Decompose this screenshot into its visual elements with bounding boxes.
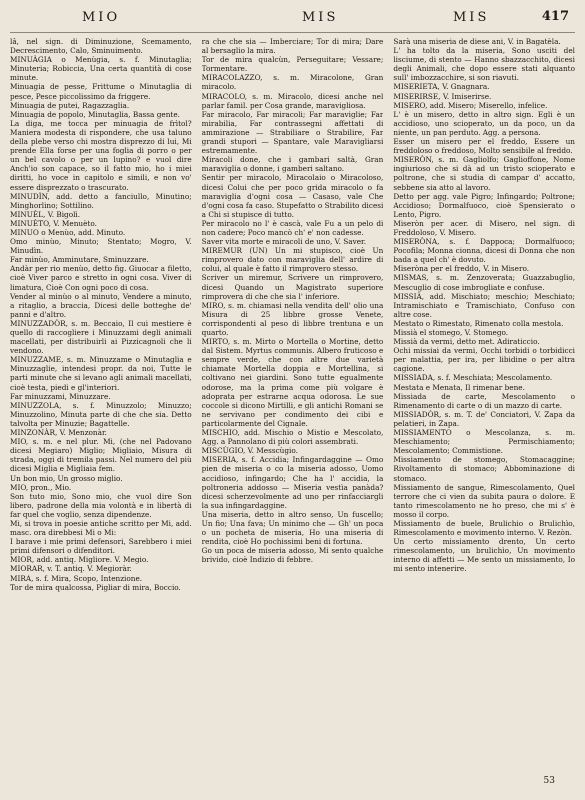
dictionary-entry: MIO, s. m. e nel plur. Mi, (che nel Padovano dicesi Megiaro) Miglio; Migliaio, Misura di strada, oggi di tremila passi. Nel numero del più dicesi Miglia e Migliaia fem. [10, 437, 192, 474]
dictionary-entry: MINUÈL, V. Bigolì. [10, 209, 81, 219]
dictionary-entry: Scriver un miremur, Scrivere un rimprovero, dicesi Quando un Magistrato superiore rimprovera di che che sia l' inferiore. [201, 273, 384, 301]
dictionary-entry: Tor de mira qualcùn, Perseguitare; Vessare; Tormentare. [201, 55, 384, 74]
dictionary-entry: MINUÀGIA o Menùgia, s. f. Minutaglia; Minuteria; Robiccia, Una certa quantità di cose minute. [10, 55, 192, 83]
dictionary-entry: Missiamento de buele, Brulichio o Brulichìo, Rimescolamento e movimento interno. V. Rezòn. [393, 518, 576, 538]
dictionary-entry: Omo minùo, Minuto; Stentato; Mogro, V. Minudìn. [10, 237, 192, 256]
dictionary-entry: Far minuzzami, Minuzzare. [10, 391, 111, 401]
dictionary-entry: Miracoli done, che i gambari saltà, Gran maraviglia o donne, i gamberi saltano. [201, 155, 384, 174]
dictionary-entry: MISSIAMENTO o Mescolanza, s. m. Meschiamento; Permischiamento; Mescolamento; Commistione. [393, 428, 576, 456]
dictionary-entry: Go un poca de miseria adosso, Mi sento qualche brivido, cioè Indizio di febbre. [201, 546, 384, 565]
dictionary-entry: MIRTO, s. m. Mirto o Mortella o Mortine, detto dal Sistem. Myrtus communis. Albero fruticoso e sempre verde, che con altre due varietà chiamate Mortella doppia e Mortellina, si coltivano nei giardini. Sono tutte egualmente odorose, ma la prima come più volgare è adoprata per estrarne acqua odorosa. Le sue coccole si dicono Mirtilli, e gli antichi Romani se ne servivano per condimento dei cibi e particolarmente del Cignale. [201, 337, 384, 428]
dictionary-entry: Minuagia de popolo, Minutaglia, Bassa gente. [10, 109, 180, 119]
dictionary-entry: L' è un misero, detto in altro sign. Egli è un accidioso, uno scioperato, un da poco, un da niente, un pan perduto. Agg. a persona. [393, 109, 576, 137]
dictionary-entry: Son tuto mio, Sono mio, che vuol dire Son libero, padrone della mia volontà e in libertà di far quel che voglio, senza dipendenze. [10, 491, 192, 519]
dictionary-entry: Mestato o Rimestato, Rimenato colla mestola. [393, 318, 564, 328]
dictionary-entry: MISSIÀ, add. Mischiato; meschio; Meschiato; Intramischiato e Tramischiato, Confuso con altre cose. [393, 291, 576, 319]
dictionary-entry: MINUZZAME, s. m. Minuzzame o Minutaglia e Minuzzaglie, intendesi propr. da noi, Tutte le parti minute che si levano agli animali macellati, cioè testa, piedi e gl'interiori. [10, 355, 192, 392]
dictionary-entry: L' ha tolto da la miseria, Sono usciti del lisciume, di stento — Hanno sbazzacchito, dicesi degli Animali, che dopo essere stati alquanto sull' imbozzacchire, si son riavuti. [393, 46, 576, 83]
dictionary-entry: Miseròna per el freddo, V. in Misero. [393, 264, 530, 274]
dictionary-entry: Missiada de carte, Mescolamento o Rimenamento di carte o di un mazzo di carte. [393, 391, 576, 410]
dictionary-entry: Un bon mio, Un grosso miglio. [10, 473, 123, 483]
dictionary-entry: MIO, pron., Mio. [10, 482, 72, 492]
dictionary-entry: MIREMUR (UN) Un mi stupisco, cioè Un rimprovero dato con maraviglia dell' ardire di colui, al quale è fatto il rimprovero stesso. [201, 246, 384, 274]
middle-headword: MIS [302, 10, 339, 25]
middle-column [202, 37, 384, 787]
dictionary-entry: Saver vita morte e miracoli de uno, V. Saver. [201, 237, 367, 247]
dictionary-entry: MISCÙGIO, V. Messcùgio. [201, 446, 298, 456]
left-headword: MIO [82, 10, 121, 25]
dictionary-entry: La diga, me tocca per minuagia de frìtol? Maniera modesta di rispondere, che usa taluno della plebe verso chi mostra disprezzo di lui, Mi prende Ella forse per una foglia di porro o per un bel cavolo o per un lupino? e vuol dire Anch'io son capace, so il fatto mio, ho i miei diritti, ho voce in capitolo e simili, e non vo' essere disprezzato o trascurato. [10, 118, 192, 192]
dictionary-entry: MINUZZADÒR, s. m. Beccaio, Il cui mestiere è quello di raccogliere i Minuzzami degli animali macellati, per distribuirli ai Pizzicagnoli che li vendono. [10, 318, 192, 356]
dictionary-entry: MIOR, add. antiq. Migliore. V. Megio. [10, 555, 149, 565]
dictionary-entry: Per miracolo no l' è cascà, vale Fu a un pelo di non cadere; Poco mancò ch' e' non cadesse. [201, 218, 384, 237]
dictionary-entry: MINUO o Menùo, add. Minuto. [10, 227, 126, 237]
dictionary-entry: MIRA, s. f. Mira, Scopo, Intenzione. [10, 573, 143, 583]
running-header [10, 8, 575, 33]
dictionary-entry: Un certo missiamento drento, Un certo rimescolamento, un brulichìo, Un movimento interno di affetti — Me sento un missiamento, Io mi sento intenerire. [393, 537, 576, 574]
dictionary-entry: Missiamento de sangue, Rimescolamento, Quel terrore che ci vien da subita paura o dolore. E tanto rimescolamento ne ho preso, che mi s' è mosso il corpo. [393, 482, 576, 519]
dictionary-entry: Minuagia de putei, Ragazzaglia. [10, 100, 130, 110]
dictionary-entry: MINUZZOLA, s. f. Minuzzolo; Minuzzo; Minuzzolino, Minuta parte di che che sia. Detto talvolta per Minuzie; Bagattelle. [10, 400, 192, 428]
dictionary-entry: MISERÒNA, s. f. Dappoca; Dormalfuoco; Pocofila; Monna cionna, dicesi di Donna che non bada a quel ch' è dovuto. [393, 237, 576, 265]
dictionary-entry: Sarà una miseria de diese ani, V. in Bagatèla. [393, 37, 561, 46]
dictionary-entry: Mi, si trova in poesie antiche scritto per Mi, add. masc. ora direbbesi Mi o Mi: [10, 518, 192, 538]
dictionary-entry: Detto per agg. vale Pigro; Infingardo; Poltrone; Accidioso; Dormalfuoco, cioè Spensierato o Lento, Pigro. [393, 191, 576, 219]
dictionary-entry: MIORAR, v. T. antiq. V. Megioràr. [10, 564, 132, 574]
dictionary-entry: MINZONÀR, V. Menzonàr. [10, 428, 107, 438]
dictionary-entry: MISMAS, s. m. Zenzoverata; Guazzabuglio, Mescuglio di cose imbrogliate e confuse. [393, 273, 576, 292]
right-column [393, 37, 575, 787]
dictionary-entry: Sentir per miracolo, Miracolaio o Miracoloso, dicesi Colui che per poco grida miracolo o fa maraviglia d'ogni cosa — Casaso, vale Che d'ogni cosa fa caso. Stupefatto o Strabilito dicesi a Chi si stupisce di tutto. [201, 173, 384, 219]
dictionary-entry: Vender al minùo o al minuto, Vendere a minuto, a ritaglio, a braccia, Dicesi delle botteghe de' panni e d'altro. [10, 291, 192, 319]
dictionary-entry: Miseròn per acer. di Misero, nel sign. di Freddoloso, V. Misero. [393, 218, 576, 237]
signature-mark: 53 [543, 776, 555, 786]
dictionary-entry: Missià el stomego, V. Stomego. [393, 328, 509, 337]
dictionary-entry: MISERIA, s. f. Accidia; Infingardaggine — Omo pien de miseria o co la miseria adosso, Uomo accidioso, infingardo; Che ha l' accidia, la poltroneria addosso — Miseria vestìa panàda? dicesi scherzevolmente ad uno per rinfacciargli la sua infingardaggine. [201, 455, 384, 510]
dictionary-entry: MINUDÌN, add. detto a fanciullo, Minutino; Minghorlino; Sottilino. [10, 191, 192, 210]
dictionary-entry: MISERO, add. Misero; Miserello, infelice. [393, 100, 548, 110]
dictionary-entry: MISERÒN, s. m. Gagliolfo; Gaglioffone, Nome ingiurioso che si dà ad un tristo scioperato e poltrone, che si studia di campar d' accatto, sebbene sia atto al lavoro. [393, 155, 576, 192]
dictionary-entry: Andàr per rio menùo, detto fig. Giuocar a filetto, cioè Viver parco e stretto in ogni cosa. Viver di limatura, Cioè Con ogni poco di cosa. [10, 264, 192, 292]
dictionary-entry: Far minùo, Amminutare, Sminuzzare. [10, 255, 149, 265]
dictionary-entry: Tor de mira qualcossa, Pigliar di mira, Boccio. [10, 582, 181, 592]
dictionary-entry: MIRACOLO, s. m. Miracolo, dicesi anche nel parlar famil. per Cosa grande, maravigliosa. [201, 91, 384, 110]
page-number: 417 [541, 9, 569, 24]
dictionary-entry: Minuagia de pesse, Frittume o Minutaglia di pesce, Pesce piccolissimo da friggere. [10, 82, 192, 101]
dictionary-entry: MISSIADÒR, s. m. T. de' Conciatori, V. Zapa da pelatieri, in Zapa. [393, 409, 576, 428]
dictionary-entry: MINUÈTO, V. Menuèto. [10, 218, 97, 228]
text-columns [10, 37, 575, 787]
dictionary-entry: Missià da vermi, detto met. Adiraticcio. [393, 337, 540, 347]
dictionary-entry: Missiamento de stomego, Stomacaggine; Rivoltamento di stomaco; Abbominazione di stomaco. [393, 455, 576, 483]
dictionary-entry: ra che che sia — Imberciare; Tor di mira; Dare al bersaglio la mira. [201, 37, 384, 56]
right-headword: MIS [453, 10, 490, 25]
dictionary-entry: MISERIRSE, V. Imiserirse. [393, 91, 492, 101]
dictionary-entry: Far miracolo, Far miracoli; Far maraviglie; Far mirabilia, Far contrassegni affettati di ammirazione — Strabiliare o Strabilire, Far grandi stupori — Spantare, vale Maravigliarsi estremamente. [201, 109, 384, 156]
dictionary-entry: MISCHIO, add. Mischio o Mistio e Mescolato, Agg. a Pannolano di più colori assembrati. [201, 428, 384, 447]
dictionary-entry: MISSIADA, s. f. Meschiata; Mescolamento. [393, 373, 553, 383]
left-column [10, 37, 192, 787]
dictionary-entry: Esser un misero per el freddo, Essere un freddoloso o freddoso, Molto sensibile al freddo. [393, 137, 576, 156]
dictionary-entry: MIRO, s. m. chiamasi nella vendita dell' olio una Misura di 25 libbre grosse Venete, corrispondenti al peso di libbre trentuna e un quarto. [201, 300, 384, 337]
dictionary-entry: Mestata e Menata, Il rimenar bene. [393, 382, 525, 392]
dictionary-entry: Una miseria, detto in altro senso, Un fuscello; Un fio; Una fava; Un minimo che — Gh' un poca o un pocheta de miseria, Ho una miseria di rendita, cioè Ho pochissimi beni di fortuna. [201, 509, 384, 547]
dictionary-entry: I barave i mie primi defensori, Sarebbero i miei primi difensori o difenditori. [10, 537, 192, 556]
dictionary-entry: MISERIETA, V. Gnagnara. [393, 82, 490, 92]
dictionary-entry: lâ, nel sign. di Diminuzione, Scemamento, Decrescimento, Calo, Sminuimento. [10, 37, 192, 56]
dictionary-entry: MIRACOLAZZO, s. m. Miracolone, Gran miracolo. [201, 73, 384, 92]
dictionary-entry: Ochi missiai da vermi, Occhi torbidi o torbidicci per malattia, per ira, per libidine o per altra cagione. [393, 346, 576, 374]
